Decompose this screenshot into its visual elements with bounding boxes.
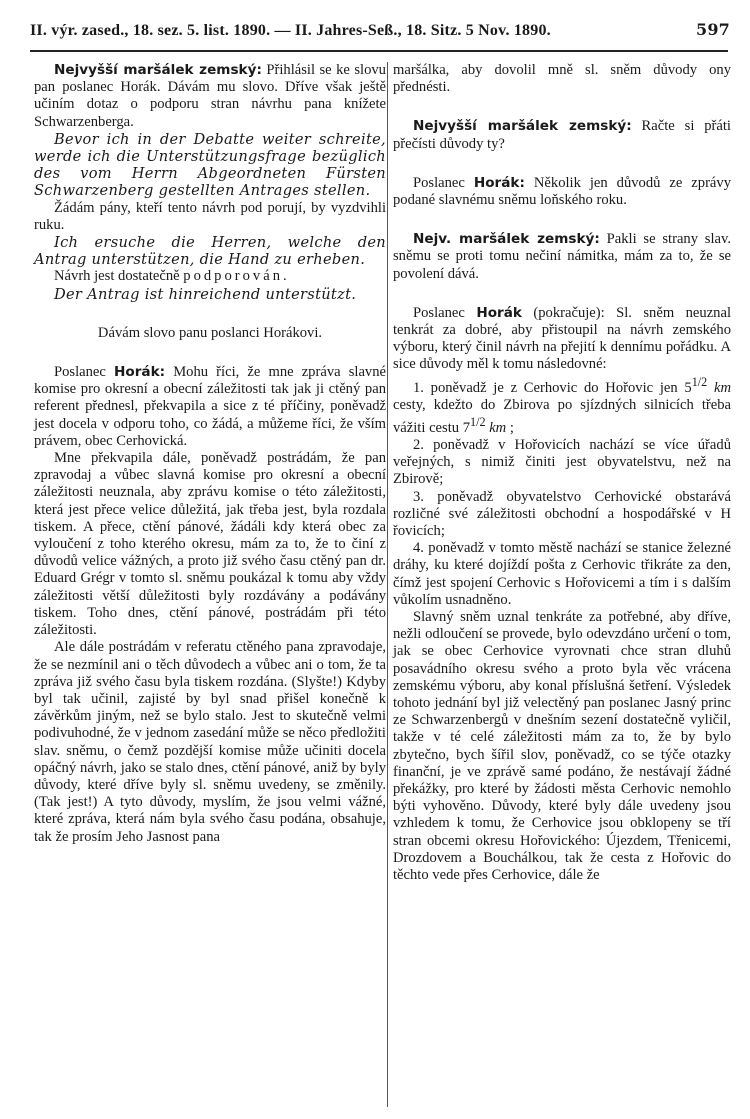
paragraph: Der Antrag ist hinreichend unterstützt. — [54, 285, 357, 303]
paragraph-text: Mohu říci, že mne zpráva slavné komise pro okresní a obecní záležitosti tak jak ji ctěný pan referent přednesl, překvapila a sice z té příčiny, poněvadž jest docela v odporu toho, co žádá, a můžeme říci, že vším právem, obec Cerhovická. — [34, 364, 386, 449]
paragraph-text: Račte si přáti přečísti důvody ty? — [393, 118, 731, 152]
speaker-label: Nejv. maršálek zemský: — [413, 231, 600, 248]
paragraph: Bevor ich in der Debatte weiter schreite, werde ich die Unterstützungsfrage bezüglich des vom Herrn Abgeordneten Fürsten Schwarzenberg gestellten Antrages stellen. — [34, 130, 386, 200]
paragraph-text: Poslanec — [413, 174, 474, 191]
speaker-label: Nejvyšší maršálek zemský: — [54, 62, 262, 78]
paragraph: Mne překvapila dále, poněvadž postrádám, že pan zpravodaj a vůbec slavná komise pro okresní a obecní záležitosti neuznala, aby zprávu komise o této záležitosti, která jest přece velice důležitá, jak třeba jest, byla rozdala tiskem. A přece, ctění pánové, žádáli kdy která obec za vyloučení z toho kterého okresu, mám za to, že to činí z důvodů velice vážných, a proto již svého času ctěný pan dr. Eduard Grégr v tomto sl. sněmu poukázal k tomu aby vždy záležitosti větší důležitosti byly rozdávány a podávány tiskem. Toho dnes, ctění pánové, postrádám při této záležitosti. — [34, 450, 386, 639]
paragraph-text: Přihlásil se ke slovu pan poslanec Horák. Dávám mu slovo. Dříve však ještě učiním dotaz o podporu stran návrhu pana knížete Schwarzenberga. — [34, 62, 386, 130]
list-item — [393, 374, 731, 437]
paragraph — [393, 305, 731, 374]
paragraph-text: Návrh jest dostatečně — [54, 268, 184, 285]
paragraph-text: Několik jen důvodů ze zprávy podané slavnému sněmu loňského roku. — [393, 174, 732, 209]
unit-text: km — [485, 419, 507, 436]
list-item: 3. poněvadž obyvatelstvo Cerhovické obstarává rozličné své záležitosti obchodní a hospodářské v H řovicích; — [393, 488, 731, 539]
paragraph — [393, 175, 731, 209]
paragraph — [34, 364, 386, 450]
right-column — [393, 62, 731, 884]
paragraph-text: Poslanec — [413, 304, 477, 321]
header-session-info: II. výr. zased., 18. sez. 5. list. 1890. — II. Jahres-Seß., 18. Sitz. 5 Nov. 1890. — [30, 22, 551, 39]
paragraph: Ale dále postrádám v referatu ctěného pana zpravodaje, že se nezmínil ani o těch důvodech a vůbec ani o tom, že ta zpráva již svého času byla tiskem rozdána. (Slyšte!) Kdyby byl tak učinil, zajisté by byl snad přišel konečně k závěrkům jiným, než se bylo stalo. Jest to skutečně velmi podivuhodné, že v jednom zasedání může se něco předložiti slav. sněmu, o čemž pozdější komise může učiniti docela opáčný návrh, jako se stalo dnes, ctění pánové, aniž by byly důvody, které dříve byly sl. sněmu uvedeny, se změnily. (Tak jest!) A tyto důvody, myslím, že jsou velmi vážné, které zpráva, která nám byla svého času podána, obsahuje, tak že prosím Jeho Jasnost pana — [34, 639, 386, 845]
list-item: 4. poněvadž v tomto městě nachází se stanice železné dráhy, ku které dojíždí pošta z Cerhovic třikráte za den, čímž jest spojení Cerhovic s Hořovicemi a tím i s dalším vůkolím usnadněno. — [393, 540, 731, 608]
paragraph-text: Poslanec — [54, 364, 114, 381]
running-header — [30, 20, 730, 48]
paragraph — [393, 231, 731, 283]
unit-text: km — [707, 379, 732, 396]
paragraph — [34, 62, 386, 131]
speaker-name: Horák: — [114, 364, 166, 381]
left-column — [34, 62, 386, 846]
paragraph: Dávám slovo panu poslanci Horákovi. — [97, 324, 323, 341]
fraction: 1/2 — [691, 374, 708, 389]
paragraph: Žádám pány, kteří tento návrh pod porují, by vyzdvihli ruku. — [34, 199, 386, 233]
speaker-name: Horák — [476, 304, 522, 321]
speaker-name: Horák: — [473, 174, 525, 191]
header-rule — [30, 50, 728, 52]
page-number: 597 — [696, 20, 730, 39]
speaker-label: Nejvyšší maršálek zemský: — [413, 118, 632, 135]
paragraph-text: ; — [506, 419, 514, 436]
list-item: 2. poněvadž v Hořovicích nachází se více úřadů veřejných, s nimiž činiti jest obyvatelstvu, než na Zbirově; — [393, 436, 731, 488]
paragraph: Ich ersuche die Herren, welche den Antrag unterstützen, die Hand zu erheben. — [34, 234, 386, 269]
fraction: 1/2 — [470, 414, 486, 429]
emphasis-text: podporován. — [183, 268, 290, 285]
paragraph-text: (pokračuje): Sl. sněm neuznal tenkrát za dobré, aby přistoupil na návrh zemského výboru, který činil návrh na přejití k dennímu pořádku. A sice důvody měl k tomu následovné: — [393, 304, 731, 373]
paragraph: maršálka, aby dovolil mně sl. sněm důvody ony přednésti. — [393, 62, 731, 96]
paragraph-text: cesty, kdežto do Zbirova po sjízdných silnicích třeba vážiti cestu 7 — [393, 396, 731, 436]
paragraph-text: Pakli se strany slav. sněmu se proti tomu nečiní námitka, mám za to, že se povolení dává. — [393, 231, 732, 282]
paragraph: Slavný sněm uznal tenkráte za potřebné, aby dříve, nežli odloučení se provede, bylo odevzdáno určení o tom, jak se obec Cerhovice vyrovnati chce stran dluhů posavádního okresu svého a proto byla věc vrácena zemskému výboru, aby konal příslušná šetření. Výsledek tohoto jednání byl již velectěný pan poslanec Jasný princ ze Schwarzenbergů v dnešním sezení dostatečně vyličil, takže v té celé záležitosti mám za to, že by bylo zbytečno, bych šířil slov, poněvadž, co se týče otazky finanční, je ve zprávě samé podáno, že nestávají žádné překážky, pro které by žádosti města Cerhovic nemohlo býti vyhověno. Důvody, které byly dále uvedeny jsou vzhledem k tomu, že Cerhovice jsou obklopeny se tří stran obcemi okresu Hořovického: Újezdem, Třenicemi, Drozdovem a Bouchálkou, tak že cesta z Hořovic do těchto vede přes Cerhovice, dále že — [393, 609, 731, 884]
paragraph-text: 1. poněvadž je z Cerhovic do Hořovic jen 5 — [413, 379, 692, 396]
paragraph — [393, 118, 731, 152]
column-divider — [387, 62, 388, 1107]
paragraph — [34, 268, 386, 285]
